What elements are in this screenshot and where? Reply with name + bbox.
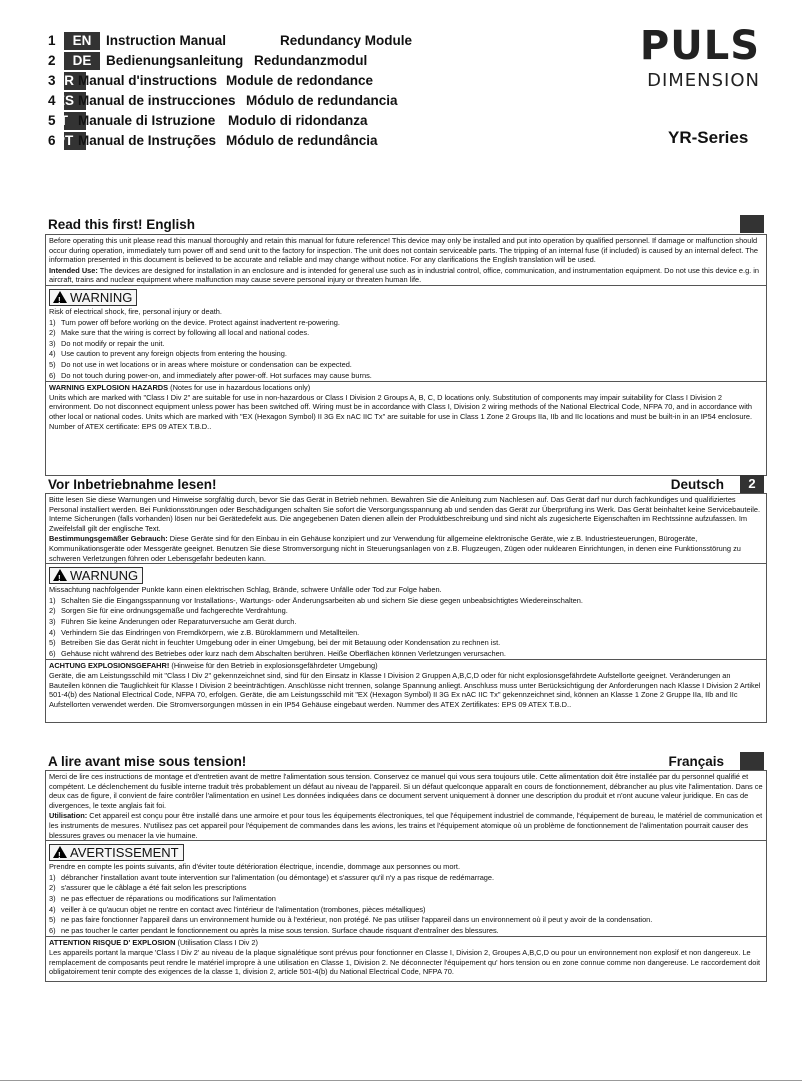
explosion-text: Units which are marked with "Class I Div 2" are suitable for use in non-hazardous or Class I Division 2 Groups A, B, C, D locations only. Substitution of components may impair suitability for Class I Division 2 environment. Do not disconnect equipment unless power has been switched off. Wiring must be in accordance with Class I, Division 2 wiring methods of the National Electrical Code, NFPA 70, and in accordance with other local or national codes. Units which are marked with "EX (Hexagon Symbol) II 3G Ex nAC IIC Tx" are suitable for use in Class 1 Zone 2 Groups IIa, IIb and IIc locations and must be built-in in an IP54 enclosure. Number of ATEX certificate: EPS 09 ATEX T.B.D.. <box>49 392 753 431</box>
section-badge <box>740 752 764 770</box>
series-label: YR-Series <box>668 128 749 147</box>
title-row-pt <box>48 132 378 150</box>
explosion-warning: WARNING EXPLOSION HAZARDS (Notes for use in hazardous locations only) Units which are marked with "Class I Div 2" are suitable for use in non-hazardous or Class I Division 2 Groups A, B, C, D locations only. Substitution of components may impair suitability for Class I Division 2 environment. Do not disconnect equipment unless power has been switched off. Wiring must be in accordance with Class I, Division 2 wiring methods of the National Electrical Code, NFPA 70, and in accordance with other local or national codes. Units which are marked with "EX (Hexagon Symbol) II 3G Ex nAC IIC Tx" are suitable for use in Class 1 Zone 2 Groups IIa, IIb and IIc locations and must be built-in in an IP54 enclosure. Number of ATEX certificate: EPS 09 ATEX T.B.D.. <box>49 383 753 431</box>
title-row-fr <box>48 72 373 90</box>
intro-text: Before operating this unit please read this manual thoroughly and retain this manual for future reference! This device may only be installed and put into operation by qualified personnel. If damage or malfunction should occur during operation, immediately turn power off and send unit to the factory for inspection. The unit does not contain serviceable parts. The tripping of an internal fuse (if included) is caused by an internal defect. The information presented in this document is believed to be accurate and reliable and may change without notice. For any clarifications the English translation will be used. <box>49 236 758 265</box>
title-text-2: Módulo de redundância <box>226 133 378 148</box>
section-box-en <box>45 234 767 476</box>
list-item: 3) Do not modify or repair the unit. <box>49 338 165 348</box>
lang-code-badge: DE <box>64 52 100 70</box>
lang-code-badge: PT <box>64 132 86 150</box>
warning-list <box>46 862 766 936</box>
title-text-2: Modulo di ridondanza <box>228 113 368 128</box>
list-item: 3) ne pas effectuer de réparations ou modifications sur l'alimentation <box>49 893 276 903</box>
lang-code-badge: FR <box>64 72 86 90</box>
title-row-en <box>48 32 412 50</box>
section-heading-en <box>48 217 764 235</box>
list-item: 4) veiller à ce qu'aucun objet ne rentre en contact avec l'intérieur de l'alimentation (trombones, pièces métalliques) <box>49 904 426 914</box>
lang-code-badge: EN <box>64 32 100 50</box>
risk-text: Prendre en compte les points suivants, afin d'éviter toute détérioration électrique, incendie, dommage aux personnes ou mort. <box>49 862 461 872</box>
list-item: 1) débrancher l'installation avant toute intervention sur l'alimentation (ou démontage) et s'assurer qu'il n'y a pas risque de redémarrage. <box>49 872 495 882</box>
list-item: 2) s'assurer que le câblage a été fait selon les prescriptions <box>49 883 247 893</box>
intro-text: Bitte lesen Sie diese Warnungen und Hinweise sorgfältig durch, bevor Sie das Gerät in Betrieb nehmen. Bewahren Sie die Anleitung zum Nachlesen auf. Das Gerät darf nur durch fachkundiges und qualifiziertes Personal installiert werden. Bei Funktionsstörungen oder Beschädigungen schalten Sie sofort die Versorgungsspannung ab und senden das Gerät zur Überprüfung ins Werk. Das Gerät beinhaltet keine Servicebauteile. Interne Sicherungen (falls vorhanden) lösen nur bei Gerätedefekt aus. Die angegebenen Daten dienen allein der Produktbeschreibung und sind nicht als zugesicherte Eigenschaften im Rechtssinne aufzufassen. Im Zweifelsfall gilt der englische Text. <box>49 495 761 533</box>
lang-code-badge: ES <box>64 92 86 110</box>
warning-label: WARNUNG <box>70 568 139 584</box>
list-item: 5) Betreiben Sie das Gerät nicht in feuchter Umgebung oder in einer Umgebung, bei der mit Betauung oder Kondensation zu rechnen ist. <box>49 638 501 648</box>
list-item: 6) ne pas toucher le carter pendant le fonctionnement ou après la mise sous tension. Surface chaude risquant d'entraîner des blessures. <box>49 925 499 935</box>
explosion-warning: ACHTUNG EXPLOSIONSGEFAHR! (Hinweise für den Betrieb in explosionsgefährdeter Umgebung) Geräte, die am Leistungsschild mit "Class I Div 2" gekennzeichnet sind, sind für den Einsatz in Klasse I Division 2 Gruppen A,B,C,D oder für nicht explosionsgefährdete Aufstellorte geeignet. Veränderungen an Bauteilen können die Tauglichkeit für Klasse I Division 2 beeinträchtigen. Anschlüsse nicht trennen, solange Spannung anliegt. Anschluss muss unter Berücksichtigung der Anforderungen nach Klasse I Division 2 Artikel 501-4(b) des National Electrical Code, NFPA 70, erfolgen. Geräte, die am Leistungsschild mit "EX (Hexagon Symbol) II 3G Ex nAC IIC Tx" gekennzeichnet sind, können an Klasse 1 Zone 2 Gruppe IIa, IIb and IIc Aufstellorten verwendet werden. Die Stromversorgungen müssen in ein IP54 Gehäuse eingebaut werden. Nummer des ATEX Zertifikates: EPS 09 ATEX T.B.D.. <box>49 661 761 709</box>
title-row-it <box>48 112 367 130</box>
title-text-2: Module de redondance <box>226 73 374 88</box>
list-item: 6) Gehäuse nicht während des Betriebes oder kurz nach dem Abschalten berühren. Heiße Oberflächen können Verletzungen verursachen. <box>49 648 506 658</box>
page-footer-divider <box>0 1080 802 1081</box>
warning-label: WARNING <box>70 289 133 305</box>
title-number: 4 <box>48 93 56 108</box>
title-row-es <box>48 92 398 110</box>
intro-text: Merci de lire ces instructions de montage et d'entretien avant de mettre l'alimentation sous tension. Conservez ce manuel qui vous sera toujours utile. Cette alimentation doit être installée par du personnel qualifié et compétent. Le déclenchement du fusible interne traduit très probablement un défaut au niveau de l'appareil. Si un défaut quelconque apparaît en cours de fonctionnement, débrancher au plus vite l'alimentation. Dans ce deux cas de figure, il convient de faire contrôler l'alimentation en usine! Les données indiquées dans ce document servent uniquement à donner une description du produit et n'ont aucune valeur juridique. En cas de divergences, le texte anglais fait foi. <box>49 772 763 810</box>
title-number: 5 <box>48 113 56 128</box>
list-item: 2) Sorgen Sie für eine ordnungsgemäße und fachgerechte Verdrahtung. <box>49 606 288 616</box>
section-badge: 2 <box>740 475 764 493</box>
title-text: Bedienungsanleitung <box>106 53 244 68</box>
warning-icon <box>53 846 67 858</box>
section-title: Vor Inbetriebnahme lesen! <box>48 477 217 492</box>
intended-use <box>46 265 766 285</box>
list-item: 5) ne pas faire fonctionner l'appareil dans un environnement humide ou à l'extérieur, non protégé. Ne pas utiliser l'appareil dans un environnement où il peut y avoir de la condensation. <box>49 915 653 925</box>
title-text-2: Redundanzmodul <box>254 53 368 68</box>
lang-code-badge: IT <box>64 112 86 130</box>
warning-icon <box>53 569 67 581</box>
warning-box <box>49 567 143 584</box>
title-text: Manuale di Istruzione <box>78 113 216 128</box>
dimension-logo: DIMENSION <box>647 70 760 91</box>
explosion-label: WARNING EXPLOSION HAZARDS <box>49 383 169 393</box>
warning-list <box>46 585 766 659</box>
title-text: Instruction Manual <box>106 33 227 48</box>
section-title: Read this first! English <box>48 217 196 232</box>
list-item: 2) Make sure that the wiring is correct by following all local and national codes. <box>49 328 310 338</box>
risk-text: Risk of electrical shock, fire, personal injury or death. <box>49 306 222 316</box>
list-item: 1) Schalten Sie die Eingangsspannung vor Installations-, Wartungs- oder Änderungsarbeiten ab und sichern Sie diese gegen unbeabsichtigtes Wiedereinschalten. <box>49 595 583 605</box>
list-item: 3) Führen Sie keine Änderungen oder Reparaturversuche am Gerät durch. <box>49 616 297 626</box>
list-item: 1) Turn power off before working on the device. Protect against inadvertent re-powering. <box>49 317 340 327</box>
section-language: Deutsch <box>670 477 724 492</box>
risk-text: Missachtung nachfolgender Punkte kann einen elektrischen Schlag, Brände, schwere Unfälle oder Tod zur Folge haben. <box>49 585 442 595</box>
warning-label: AVERTISSEMENT <box>70 845 179 861</box>
intended-use: Bestimmungsgemäßer Gebrauch: Diese Geräte sind für den Einbau in ein Gehäuse konzipiert und zur Verwendung für allgemeine elektronische Geräte, wie z.B. Industriesteuerungen, Bürogeräte, Kommunikationsgeräte oder Messgeräte geeignet. Benutzen Sie diese Stromversorgung nicht in Steuerungsanlagen von z.B. Flugzeugen, Zügen oder nuklearen Einrichtungen, in denen eine Funktionsstörung zu schweren Verletzungen führen oder Lebensgefahr bedeuten kann. <box>49 534 741 563</box>
title-text-2: Módulo de redundancia <box>246 93 398 108</box>
intended-use-label: Intended Use: <box>49 265 98 275</box>
section-language: Français <box>668 754 724 769</box>
title-text: Manual d'instructions <box>78 73 217 88</box>
warning-icon <box>53 291 67 303</box>
list-item: 6) Do not touch during power-on, and immediately after power-off. Hot surfaces may cause burns. <box>49 370 372 380</box>
title-number: 1 <box>48 33 56 48</box>
title-text-2: Redundancy Module <box>280 33 413 48</box>
title-number: 2 <box>48 53 56 68</box>
intended-use: Utilisation: Cet appareil est conçu pour être installé dans une armoire et pour tous les équipements électroniques, tel que l'équipement industriel de commande, l'équipement de bureau, le matériel de communication et les instruments de mesures. N'utilisez pas cet appareil pour l'équipement de commandes dans les avions, les trains et l'équipement atomique où un problème de fonctionnement de l'alimentation pourrait causer des blessures graves ou menacer la vie humaine. <box>49 811 763 840</box>
explosion-warning: ATTENTION RISQUE D' EXPLOSION (Utilisation Class I Div 2) Les appareils portant la marque 'Class I Div 2' au niveau de la plaque signalétique sont prévus pour fonctionner en Classe I, Division 2, Groupes A,B,C,D ou pour un environnement non explosif et non dangereux. Le remplacement de composants peut rendre le matériel impropre à une utilisation en Classe 1, Division 2. Ne déconnecter l'équipement qu' hors tension ou en zone connue comme non dangereuse. Le raccordement doit obligatoirement tenir compte des exigences de la classe 1, division 2, article 501-4(b) du National Electrical Code, NFPA 70. <box>49 938 761 977</box>
title-text: Manual de instrucciones <box>78 93 236 108</box>
list-item: 4) Verhindern Sie das Eindringen von Fremdkörpern, wie z.B. Büroklammern und Metallteilen. <box>49 627 360 637</box>
warning-box <box>49 289 137 306</box>
section-title: A lire avant mise sous tension! <box>48 754 247 769</box>
list-item: 5) Do not use in wet locations or in areas where moisture or condensation can be expected. <box>49 359 352 369</box>
intended-use-text: The devices are designed for installation in an enclosure and is intended for general use such as in industrial control, office, communication, and instrumentation equipment. Do not use this device e.g. in aircraft, trains and nuclear equipment where malfunction may cause severe personal injury or threaten human life. <box>49 265 760 285</box>
title-number: 3 <box>48 73 56 88</box>
list-item: 4) Use caution to prevent any foreign objects from entering the housing. <box>49 349 287 359</box>
section-box-de <box>45 493 767 723</box>
warning-list <box>46 307 766 381</box>
title-text: Manual de Instruções <box>78 133 217 148</box>
title-row-de <box>48 52 367 70</box>
section-box-fr <box>45 770 767 982</box>
title-number: 6 <box>48 133 56 148</box>
section-badge <box>740 215 764 233</box>
puls-logo: PULS <box>639 23 760 69</box>
warning-box <box>49 844 184 861</box>
